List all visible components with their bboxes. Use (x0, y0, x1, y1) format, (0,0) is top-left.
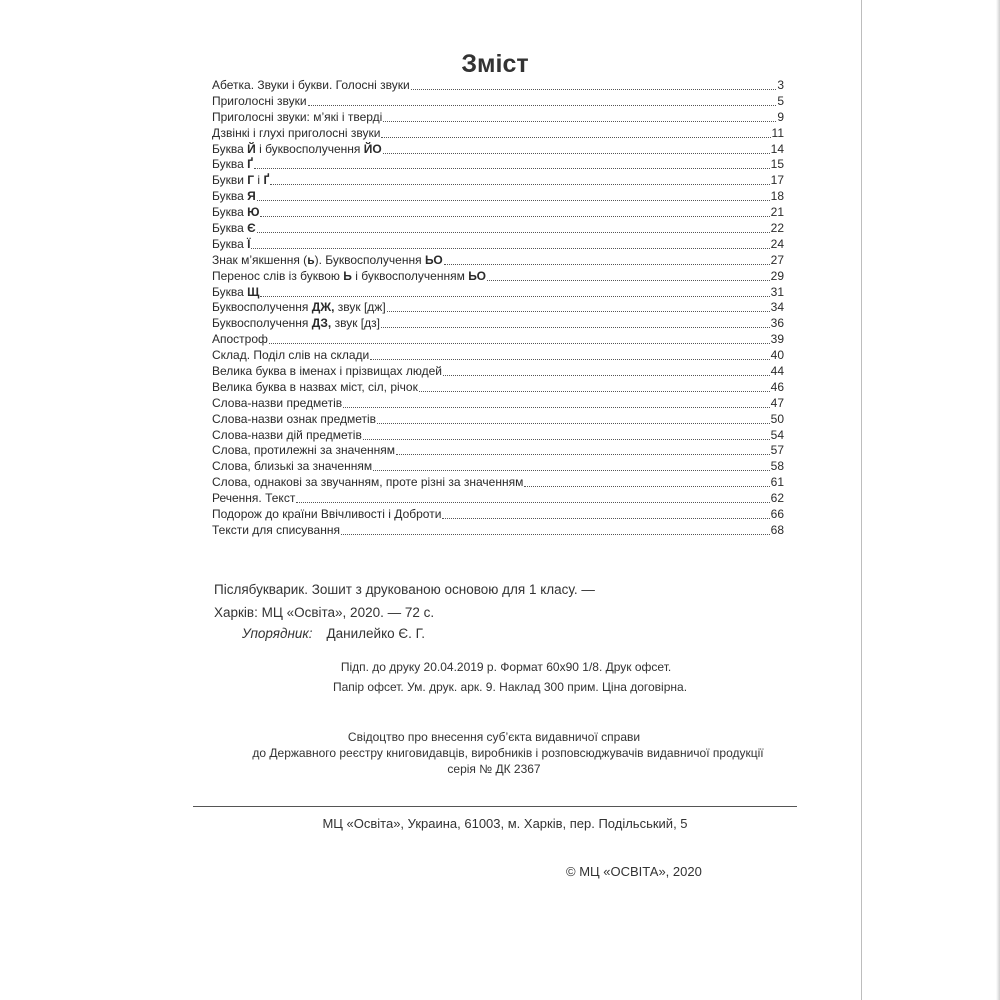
toc-text: і (254, 173, 264, 188)
toc-page-number: 47 (770, 395, 784, 410)
toc-entry-title (212, 396, 342, 412)
toc-letter-bold: ДЗ, (311, 316, 332, 331)
toc-page-number: 3 (777, 78, 784, 92)
toc-text: Буква (212, 141, 248, 156)
toc-entry (212, 126, 784, 142)
toc-dot-leader (444, 254, 770, 265)
toc-letter-bold: Й (247, 141, 256, 156)
compiler-name: Данилейко Є. Г. (326, 626, 426, 641)
toc-page-number: 68 (770, 522, 784, 537)
toc-text: Слова-назви ознак предметів (212, 411, 377, 426)
toc-entry (212, 412, 784, 428)
toc-entry-title (212, 173, 269, 189)
toc-entry (212, 523, 784, 539)
page-edge-line (861, 0, 862, 1000)
toc-text: Апостроф (212, 332, 268, 347)
toc-entry (212, 380, 784, 396)
toc-entry (212, 443, 784, 459)
toc-letter-bold: ь (307, 252, 315, 267)
toc-letter-bold: Щ (247, 284, 260, 299)
toc-letter-bold: Ґ (263, 173, 270, 188)
toc-dot-leader (381, 127, 770, 138)
toc-entry-title (212, 285, 259, 301)
toc-entry-title (212, 110, 382, 126)
toc-page-number: 50 (770, 411, 784, 426)
toc-entry-title (212, 94, 307, 110)
toc-entry-title (212, 300, 386, 316)
toc-entry-title (212, 78, 410, 94)
toc-text: ). Буквосполучення (314, 252, 425, 267)
toc-dot-leader (383, 143, 770, 154)
toc-letter-bold: Є (247, 221, 256, 236)
toc-text: Знак м’якшення ( (212, 252, 308, 267)
toc-entry (212, 205, 784, 221)
toc-dot-leader (257, 190, 770, 201)
toc-dot-leader (443, 365, 770, 376)
toc-page-number: 5 (777, 93, 784, 108)
toc-entry (212, 428, 784, 444)
toc-entry (212, 332, 784, 348)
toc-text: Дзвінкі і глухі приголосні звуки (212, 125, 381, 140)
toc-dot-leader (442, 508, 769, 519)
toc-dot-leader (341, 524, 770, 535)
toc-letter-bold: ЙО (363, 141, 382, 156)
toc-dot-leader (257, 222, 770, 233)
toc-text: і буквосполученням (351, 268, 469, 283)
toc-entry-title (212, 269, 486, 285)
toc-text: Буква (212, 284, 248, 299)
toc-text: Букви (212, 173, 248, 188)
toc-entry (212, 253, 784, 269)
toc-page-number: 17 (770, 173, 784, 188)
toc-dot-leader (373, 460, 770, 471)
toc-entry (212, 221, 784, 237)
toc-entry-title (212, 475, 523, 491)
copyright: © МЦ «ОСВІТА», 2020 (566, 864, 702, 879)
toc-entry-title (212, 428, 362, 444)
toc-letter-bold: ЬО (468, 268, 486, 283)
toc-entry-title (212, 221, 256, 237)
toc-text: звук [дз] (331, 316, 380, 331)
toc-page-number: 66 (770, 507, 784, 522)
toc-text: Буква (212, 189, 248, 204)
toc-entry (212, 237, 784, 253)
toc-dot-leader (251, 238, 769, 249)
toc-entry-title (212, 253, 443, 269)
table-of-contents (212, 78, 784, 539)
toc-page-number: 57 (770, 443, 784, 458)
page-edge (862, 0, 1000, 1000)
toc-page-number: 44 (770, 364, 784, 379)
toc-page-number: 46 (770, 379, 784, 394)
toc-letter-bold: Ю (247, 205, 260, 220)
toc-text: Приголосні звуки: м’які і тверді (212, 109, 383, 124)
toc-text: Склад. Поділ слів на склади (212, 348, 370, 363)
toc-text: Буквосполучення (212, 316, 312, 331)
toc-entry-title (212, 380, 418, 396)
toc-text: Буква (212, 221, 248, 236)
toc-dot-leader (269, 333, 770, 344)
certificate-line-2: до Державного реєстру книговидавців, виробників і розповсюджувачів видавничої продукції (252, 746, 764, 760)
print-specs-line-1: Підп. до друку 20.04.2019 р. Формат 60x90 1/8. Друк офсет. (340, 660, 672, 674)
toc-entry-title (212, 126, 380, 142)
toc-entry-title (212, 237, 250, 253)
toc-page-number: 61 (770, 475, 784, 490)
toc-text: Речення. Текст (212, 491, 296, 506)
toc-page-number: 54 (770, 427, 784, 442)
toc-text: Буква (212, 205, 248, 220)
toc-dot-leader (383, 111, 776, 122)
toc-entry (212, 300, 784, 316)
toc-page-number: 58 (770, 459, 784, 474)
toc-entry (212, 507, 784, 523)
toc-page-number: 22 (770, 221, 784, 236)
toc-dot-leader (419, 381, 770, 392)
toc-text: Буквосполучення (212, 300, 312, 315)
toc-dot-leader (524, 476, 769, 487)
toc-text: Велика буква в іменах і прізвищах людей (212, 364, 442, 379)
toc-dot-leader (296, 492, 769, 503)
toc-entry (212, 364, 784, 380)
toc-letter-bold: ЬО (424, 252, 443, 267)
toc-dot-leader (396, 444, 770, 455)
certificate-line-3: серія № ДК 2367 (447, 762, 541, 776)
imprint-publisher-line: Харків: МЦ «Освіта», 2020. — 72 с. (214, 605, 435, 620)
toc-entry-title (212, 332, 268, 348)
toc-dot-leader (377, 413, 770, 424)
toc-page-number: 40 (770, 348, 784, 363)
divider (193, 806, 797, 807)
toc-entry (212, 157, 784, 173)
toc-entry-title (212, 412, 376, 428)
toc-dot-leader (487, 270, 770, 281)
toc-dot-leader (381, 317, 770, 328)
imprint-compiler-line (242, 626, 842, 641)
toc-dot-leader (370, 349, 769, 360)
toc-entry (212, 459, 784, 475)
print-specs-line-2: Папір офсет. Ум. друк. арк. 9. Наклад 300 прим. Ціна договірна. (332, 680, 688, 694)
toc-text: Подорож до країни Ввічливості і Доброти (212, 507, 442, 522)
toc-entry (212, 78, 784, 94)
toc-entry (212, 475, 784, 491)
toc-page-number: 62 (770, 491, 784, 506)
toc-text: Буква (212, 157, 248, 172)
toc-text: Абетка. Звуки і букви. Голосні звуки (212, 78, 410, 92)
toc-entry-title (212, 157, 253, 173)
toc-dot-leader (260, 206, 769, 217)
toc-page-number: 31 (770, 284, 784, 299)
toc-dot-leader (308, 95, 777, 106)
toc-page-number: 27 (770, 252, 784, 267)
toc-entry (212, 110, 784, 126)
toc-dot-leader (411, 79, 777, 90)
toc-entry (212, 142, 784, 158)
toc-letter-bold: Ї (247, 236, 251, 251)
toc-dot-leader (270, 174, 769, 185)
toc-text: Слова-назви дій предметів (212, 427, 362, 442)
toc-text: Слова, протилежні за значенням (212, 443, 396, 458)
toc-dot-leader (387, 301, 770, 312)
toc-text: Перенос слів із буквою (212, 268, 344, 283)
certificate-line-1: Свідоцтво про внесення суб’єкта видавничої справи (347, 730, 641, 744)
toc-letter-bold: Г (247, 173, 255, 188)
page-title: Зміст (461, 50, 529, 78)
toc-entry-title (212, 491, 295, 507)
toc-entry (212, 491, 784, 507)
toc-dot-leader (343, 397, 770, 408)
toc-dot-leader (260, 286, 769, 297)
toc-entry-title (212, 459, 372, 475)
toc-entry (212, 396, 784, 412)
toc-entry-title (212, 316, 380, 332)
toc-text: Буква (212, 236, 248, 251)
toc-dot-leader (254, 158, 770, 169)
toc-entry-title (212, 142, 382, 158)
toc-page-number: 18 (770, 189, 784, 204)
toc-letter-bold: Ь (343, 268, 352, 283)
toc-entry (212, 173, 784, 189)
toc-entry-title (212, 348, 369, 364)
toc-page-number: 11 (771, 125, 784, 140)
toc-text: Слова, однакові за звучанням, проте різні за значенням (212, 475, 524, 490)
toc-page-number: 21 (770, 205, 784, 220)
toc-entry-title (212, 523, 340, 539)
toc-entry (212, 348, 784, 364)
toc-text: Слова, близькі за значенням (212, 459, 373, 474)
toc-entry-title (212, 364, 442, 380)
toc-text: Слова-назви предметів (212, 395, 343, 410)
toc-page-number: 39 (770, 332, 784, 347)
toc-page-number: 36 (770, 316, 784, 331)
toc-entry (212, 285, 784, 301)
toc-page-number: 15 (770, 157, 784, 172)
toc-page-number: 14 (770, 141, 784, 156)
toc-letter-bold: Ґ (247, 157, 253, 172)
toc-page-number: 34 (770, 300, 784, 315)
toc-text: Велика буква в назвах міст, сіл, річок (212, 379, 418, 394)
imprint-title-line: Післябукварик. Зошит з друкованою основою для 1 класу. — (214, 582, 595, 597)
toc-entry (212, 189, 784, 205)
toc-page-number: 24 (770, 236, 784, 251)
toc-entry-title (212, 443, 395, 459)
compiler-role: Упорядник: (242, 626, 313, 641)
toc-text: звук [дж] (334, 300, 386, 315)
toc-text: Приголосні звуки (212, 93, 307, 108)
toc-letter-bold: Я (247, 189, 256, 204)
toc-entry (212, 316, 784, 332)
toc-text: і буквосполучення (255, 141, 364, 156)
toc-entry-title (212, 189, 256, 205)
toc-entry-title (212, 205, 259, 221)
toc-text: Тексти для списування (212, 522, 340, 537)
toc-letter-bold: ДЖ, (311, 300, 335, 315)
toc-dot-leader (363, 429, 770, 440)
toc-entry (212, 94, 784, 110)
toc-page-number: 9 (777, 109, 784, 124)
toc-page-number: 29 (770, 268, 784, 283)
toc-entry (212, 269, 784, 285)
publisher-address: МЦ «Освіта», Украина, 61003, м. Харків, пер. Подільський, 5 (322, 816, 688, 831)
toc-entry-title (212, 507, 441, 523)
